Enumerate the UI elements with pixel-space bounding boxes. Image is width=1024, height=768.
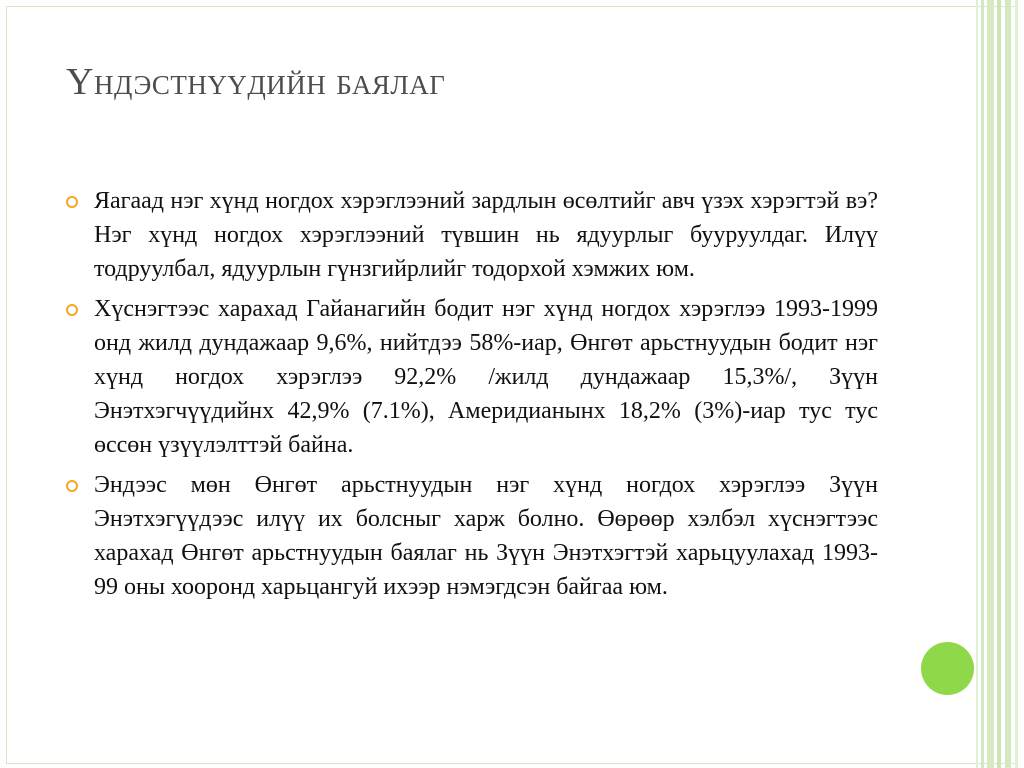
bullet-item bbox=[66, 293, 878, 462]
bullet-list bbox=[66, 185, 878, 612]
decorative-stripe bbox=[997, 0, 1001, 768]
bullet-item bbox=[66, 185, 878, 286]
green-circle-decoration bbox=[921, 642, 974, 695]
decorative-stripe bbox=[981, 0, 984, 768]
decorative-stripe bbox=[1005, 0, 1011, 768]
bullet-text: Хүснэгтээс харахад Гайанагийн бодит нэг хүнд ногдох хэрэглээ 1993-1999 онд жилд дундажаар 9,6%, нийтдээ 58%-иар, Өнгөт арьстнуудын бодит нэг хүнд ногдох хэрэглээ 92,2% /жилд дундажаар 15,3%/, Зүүн Энэтхэгчүүдийнх 42,9% (7.1%), Америдианынх 18,2% (3%)-иар тус тус өссөн үзүүлэлттэй байна. bbox=[94, 296, 878, 458]
ring-bullet-icon bbox=[66, 304, 78, 316]
bullet-text: Эндээс мөн Өнгөт арьстнуудын нэг хүнд ногдох хэрэглээ Зүүн Энэтхэгүүдээс илүү их болсныг харж болно. Өөрөөр хэлбэл хүснэгтээс харахад Өнгөт арьстнуудын баялаг нь Зүүн Энэтхэгтэй харьцуулахад 1993-99 оны хооронд харьцангуй ихээр нэмэгдсэн байгаа юм. bbox=[94, 472, 878, 600]
decorative-stripe bbox=[1015, 0, 1018, 768]
decorative-stripe bbox=[987, 0, 994, 768]
ring-bullet-icon bbox=[66, 196, 78, 208]
ring-bullet-icon bbox=[66, 480, 78, 492]
bullet-text: Яагаад нэг хүнд ногдох хэрэглээний зардлын өсөлтийг авч үзэх хэрэгтэй вэ? Нэг хүнд ногдох хэрэглээний түвшин нь ядуурлыг бууруулдаг. Илүү тодруулбал, ядуурлын гүнзгийрлийг тодорхой хэмжих юм. bbox=[94, 188, 878, 282]
decorative-stripe bbox=[976, 0, 978, 768]
slide-title: Үндэстнүүдийн баялаг bbox=[66, 61, 446, 103]
bullet-item bbox=[66, 469, 878, 604]
